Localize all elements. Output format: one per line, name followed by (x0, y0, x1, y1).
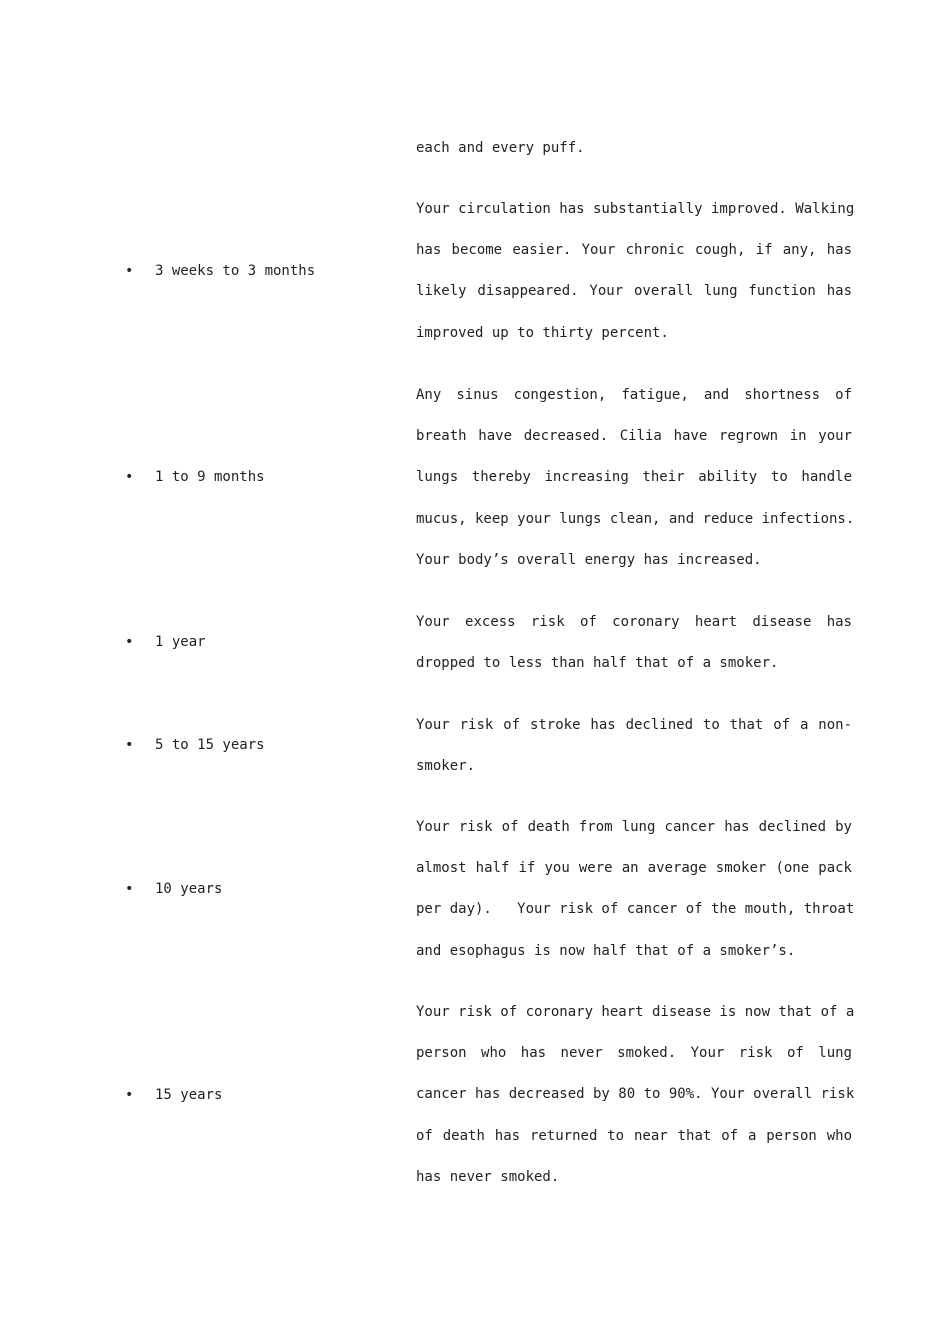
intro-line: each and every puff. (416, 140, 585, 156)
bullet-icon: • (125, 737, 134, 753)
timeline-description (416, 705, 852, 787)
bullet-icon: • (125, 881, 134, 897)
timeline-label (125, 1075, 395, 1116)
description-line: improved up to thirty percent. (416, 324, 669, 341)
timeline-label-text: 15 years (155, 1087, 223, 1103)
description-line: Your excess risk of coronary heart disease has (416, 614, 852, 630)
timeline-label-text: 1 year (155, 634, 206, 650)
description-line: Your risk of coronary heart disease is now that of a (416, 1004, 855, 1020)
timeline-label (125, 725, 395, 766)
description-line: Any sinus congestion, fatigue, and shortness of (416, 387, 852, 403)
description-line: almost half if you were an average smoker (one pack (416, 860, 852, 877)
bullet-icon: • (125, 634, 134, 650)
description-line: has become easier. Your chronic cough, if any, has (416, 242, 852, 259)
description-line: lungs thereby increasing their ability to handle (416, 469, 852, 486)
description-line: likely disappeared. Your overall lung function has (416, 283, 852, 300)
description-line: breath have decreased. Cilia have regrown in your (416, 428, 852, 445)
description-line: smoker. (416, 758, 476, 775)
description-line: dropped to less than half that of a smoker. (416, 655, 779, 672)
description-line: of death has returned to near that of a person who (416, 1127, 852, 1144)
timeline-label (125, 457, 395, 498)
timeline-label-text: 5 to 15 years (155, 737, 265, 753)
description-line: mucus, keep your lungs clean, and reduce infections. (416, 510, 855, 527)
intro-continuation (416, 128, 852, 169)
timeline-description (416, 807, 855, 972)
description-line: cancer has decreased by 80 to 90%. Your overall risk (416, 1086, 855, 1103)
description-line: Your risk of death from lung cancer has declined by (416, 819, 852, 835)
timeline-label-text: 10 years (155, 881, 223, 897)
description-line: Your circulation has substantially improved. Walking (416, 201, 855, 217)
bullet-icon: • (125, 469, 134, 485)
timeline-description (416, 992, 855, 1198)
timeline-description (416, 602, 852, 684)
description-line: person who has never smoked. Your risk of lung (416, 1045, 852, 1062)
timeline-label-text: 3 weeks to 3 months (155, 263, 316, 279)
timeline-description (416, 375, 855, 581)
description-line: Your risk of stroke has declined to that of a non- (416, 717, 852, 733)
timeline-label (125, 251, 395, 292)
timeline-label-text: 1 to 9 months (155, 469, 265, 485)
description-line: and esophagus is now half that of a smoker’s. (416, 942, 796, 959)
timeline-label (125, 622, 395, 663)
description-line: has never smoked. (416, 1168, 560, 1185)
timeline-description (416, 189, 855, 354)
bullet-icon: • (125, 263, 134, 279)
bullet-icon: • (125, 1087, 134, 1103)
description-line: Your body’s overall energy has increased. (416, 551, 762, 568)
timeline-label (125, 869, 395, 910)
description-line: per day). Your risk of cancer of the mouth, throat (416, 901, 855, 918)
